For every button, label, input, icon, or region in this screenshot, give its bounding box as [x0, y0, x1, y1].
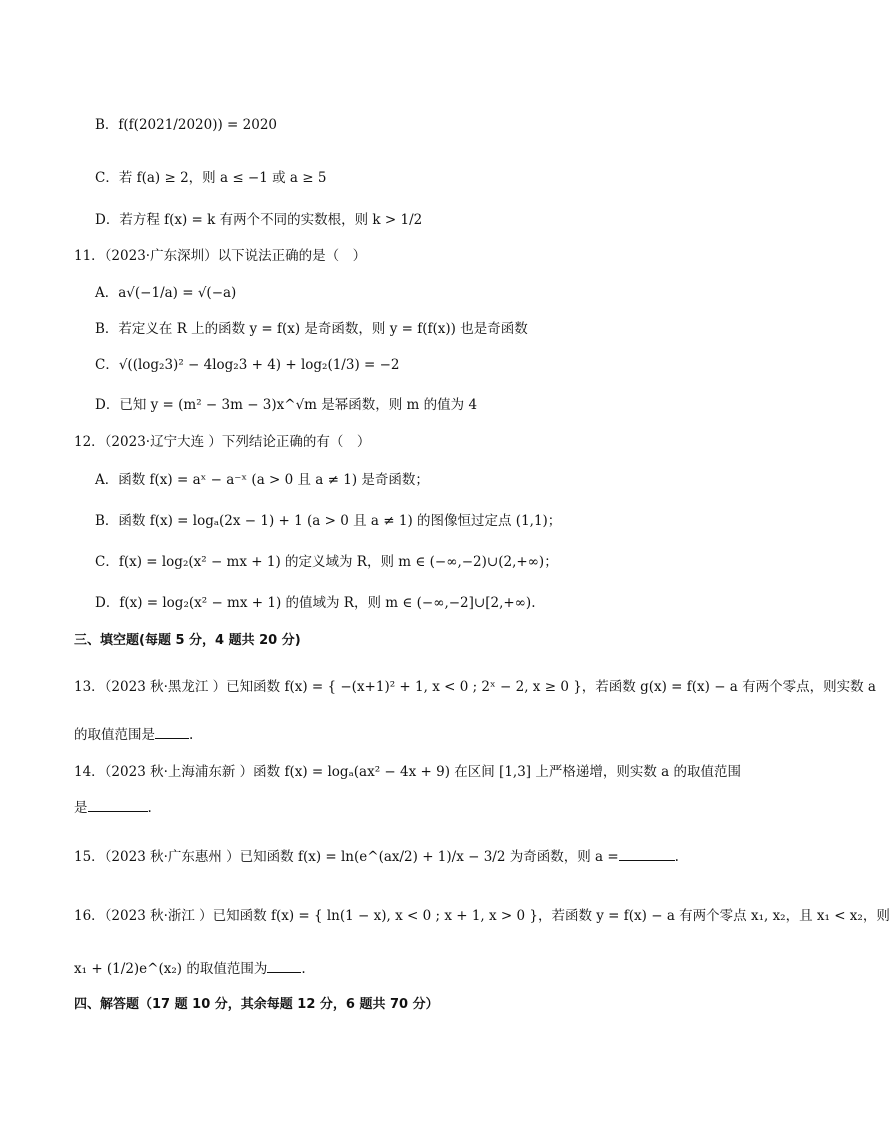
option-a-q12: A．函数 f(x) = aˣ − a⁻ˣ (a > 0 且 a ≠ 1) 是奇函数； [95, 472, 429, 488]
option-a-q11: A．a√(−1/a) = √(−a) [95, 285, 237, 301]
option-b-q11: B．若定义在 R 上的函数 y = f(x) 是奇函数，则 y = f(f(x)) 也是奇函数 [95, 321, 528, 337]
question-13-cont: 的取值范围是 . [74, 724, 193, 745]
answer-blank [155, 724, 189, 739]
question-14: 14．（2023 秋·上海浦东新 ）函数 f(x) = logₐ(ax² − 4x + 9) 在区间 [1,3] 上严格递增，则实数 a 的取值范围 [74, 764, 741, 780]
question-15: 15．（2023 秋·广东惠州 ）已知函数 f(x) = ln(e^(ax/2) + 1)/x − 3/2 为奇函数，则 a = . [74, 846, 679, 867]
option-d-q11: D．已知 y = (m² − 3m − 3)x^√m 是幂函数，则 m 的值为 4 [95, 397, 478, 413]
option-d-q10: D．若方程 f(x) = k 有两个不同的实数根，则 k > 1/2 [95, 212, 423, 228]
question-14-cont: 是 . [74, 797, 152, 818]
section-4-heading: 四、解答题（17 题 10 分，其余每题 12 分，6 题共 70 分） [74, 997, 439, 1012]
question-12: 12．（2023·辽宁大连 ）下列结论正确的有（ ） [74, 434, 371, 450]
option-b-q10: B．f(f(2021/2020)) = 2020 [95, 117, 277, 133]
option-c-q10: C．若 f(a) ≥ 2，则 a ≤ −1 或 a ≥ 5 [95, 170, 327, 186]
question-11: 11．（2023·广东深圳）以下说法正确的是（ ） [74, 248, 367, 264]
answer-blank [88, 797, 148, 812]
answer-blank [619, 846, 675, 861]
option-c-q11: C．√((log₂3)² − 4log₂3 + 4) + log₂(1/3) = −2 [95, 357, 400, 373]
option-d-q12: D．f(x) = log₂(x² − mx + 1) 的值域为 R，则 m ∈ (−∞,−2]∪[2,+∞). [95, 595, 536, 611]
answer-blank [267, 958, 301, 973]
section-3-heading: 三、填空题(每题 5 分，4 题共 20 分) [74, 633, 301, 648]
question-16-cont: x₁ + (1/2)e^(x₂) 的取值范围为 . [74, 958, 306, 979]
question-16: 16．（2023 秋·浙江 ）已知函数 f(x) = { ln(1 − x), x < 0 ; x + 1, x > 0 }，若函数 y = f(x) − a 有两个零点 x₁, x₂，且 x₁ < x₂，则 [74, 908, 890, 924]
option-c-q12: C．f(x) = log₂(x² − mx + 1) 的定义域为 R，则 m ∈ (−∞,−2)∪(2,+∞)； [95, 554, 558, 570]
option-b-q12: B．函数 f(x) = logₐ(2x − 1) + 1 (a > 0 且 a ≠ 1) 的图像恒过定点 (1,1)； [95, 513, 562, 529]
question-13: 13．（2023 秋·黑龙江 ）已知函数 f(x) = { −(x+1)² + 1, x < 0 ; 2ˣ − 2, x ≥ 0 }，若函数 g(x) = f(x) − a 有两个零点，则实数 a [74, 679, 876, 695]
